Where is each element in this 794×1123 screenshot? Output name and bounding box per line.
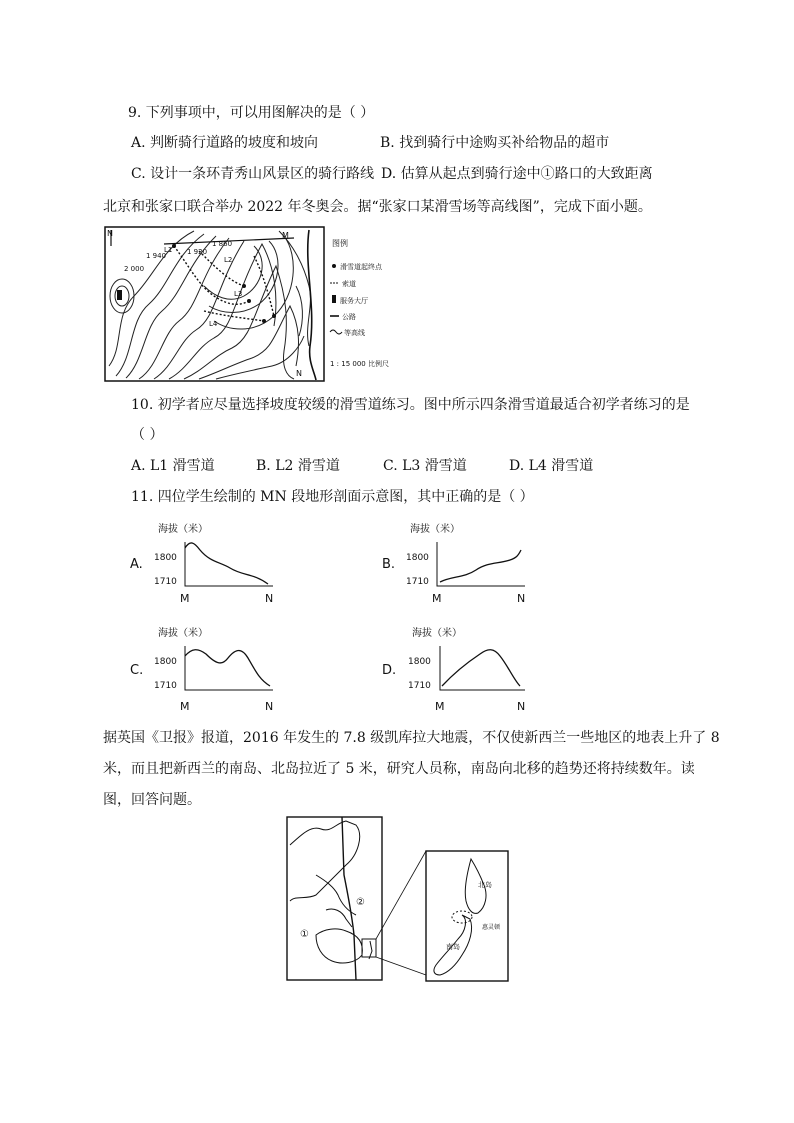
map-legend: [330, 238, 389, 368]
profile-a-tick-1800: 1800: [154, 553, 177, 563]
q9-option-a: A. 判断骑行道路的坡度和坡向: [131, 135, 319, 151]
profile-b-ylabel: 海拔（米）: [410, 524, 460, 535]
profile-a-tick-1710: 1710: [154, 577, 177, 587]
profile-d-ylabel: 海拔（米）: [412, 628, 462, 639]
intro-text: 北京和张家口联合举办 2022 年冬奥会。据“张家口某滑雪场等高线图”，完成下面小题。: [103, 199, 652, 215]
region-1-label: ①: [300, 929, 309, 940]
q9-option-b: B. 找到骑行中途购买补给物品的超市: [380, 135, 610, 151]
q10-option-a: A. L1 滑雪道: [131, 458, 215, 474]
contour-label-2000: 2 000: [124, 265, 145, 273]
profile-a-n: N: [265, 592, 274, 605]
profile-d-letter: D.: [382, 663, 397, 678]
profile-b-letter: B.: [382, 557, 396, 572]
legend-item-cableway: 索道: [342, 280, 356, 288]
profile-b-n: N: [517, 592, 526, 605]
profile-d-tick-1800: 1800: [408, 657, 431, 667]
legend-item-endpoint: 滑雪道起终点: [340, 263, 382, 271]
profile-c-curve: [185, 650, 270, 686]
world-map-frame: [287, 817, 382, 980]
profile-a-m: M: [180, 592, 190, 605]
profile-c-ylabel: 海拔（米）: [158, 628, 208, 639]
profile-b-tick-1710: 1710: [406, 577, 429, 587]
q9-option-d: D. 估算从起点到骑行途中①路口的大致距离: [381, 166, 653, 182]
new-zealand-map-figure: [286, 815, 510, 983]
q9-stem: 9. 下列事项中，可以用图解决的是（ ）: [128, 105, 375, 121]
legend-item-service-hall: 服务大厅: [340, 297, 368, 305]
q10-option-c: C. L3 滑雪道: [383, 458, 467, 474]
profile-b-curve: [440, 550, 521, 582]
slope-label-l1: L1: [164, 246, 173, 254]
profile-b-tick-1800: 1800: [406, 553, 429, 563]
north-island-label: 北岛: [478, 881, 492, 889]
legend-item-road: 公路: [342, 313, 356, 321]
q10-bracket: （ ）: [131, 427, 164, 443]
passage-line-3: 图，回答问题。: [103, 792, 201, 808]
region-2-label: ②: [356, 897, 365, 908]
q10-stem: 10. 初学者应尽量选择坡度较缓的滑雪道练习。图中所示四条滑雪道最适合初学者练习的是: [131, 397, 690, 413]
contour-label-1860: 1 860: [212, 240, 233, 248]
legend-scale: 1 : 15 000 比例尺: [330, 360, 389, 368]
profile-a-ylabel: 海拔（米）: [158, 524, 208, 535]
profile-a-letter: A.: [130, 557, 143, 572]
slope-label-l3: L3: [234, 290, 243, 298]
contour-label-1920: 1 920: [187, 248, 208, 256]
contour-map-figure: [104, 226, 404, 382]
point-n-label: N: [296, 369, 302, 378]
profile-d-tick-1710: 1710: [408, 681, 431, 691]
q9-option-c: C. 设计一条环青秀山风景区的骑行路线: [131, 166, 375, 182]
legend-title: 图例: [332, 239, 348, 248]
point-m-label: M: [282, 231, 289, 240]
profile-a: [128, 518, 288, 606]
south-island-label: 南岛: [446, 943, 460, 951]
profile-c: [128, 622, 288, 714]
service-hall-icon: [117, 290, 122, 300]
profile-a-curve: [185, 543, 268, 584]
profile-c-tick-1800: 1800: [154, 657, 177, 667]
profile-b: [380, 518, 540, 606]
wellington-label: 惠灵顿: [482, 924, 501, 931]
profile-d-curve: [442, 650, 520, 686]
q10-option-d: D. L4 滑雪道: [509, 458, 594, 474]
passage-line-2: 米，而且把新西兰的南岛、北岛拉近了 5 米，研究人员称，南岛向北移的趋势还将持续数年。读: [103, 761, 695, 777]
profile-c-m: M: [180, 700, 190, 713]
profile-d-m: M: [435, 700, 445, 713]
profile-c-letter: C.: [130, 663, 144, 678]
contour-label-1940: 1 940: [146, 252, 167, 260]
profile-d: [380, 622, 540, 714]
legend-item-contour: 等高线: [344, 329, 365, 337]
svg-text:N: N: [107, 229, 113, 238]
profile-c-tick-1710: 1710: [154, 681, 177, 691]
profile-d-n: N: [517, 700, 526, 713]
passage-line-1: 据英国《卫报》报道，2016 年发生的 7.8 级凯库拉大地震，不仅使新西兰一些地区的地表上升了 8: [103, 730, 720, 746]
slope-label-l2: L2: [224, 256, 233, 264]
q11-stem: 11. 四位学生绘制的 MN 段地形剖面示意图，其中正确的是（ ）: [131, 489, 534, 505]
profile-b-m: M: [432, 592, 442, 605]
profile-c-n: N: [265, 700, 274, 713]
q10-option-b: B. L2 滑雪道: [256, 458, 340, 474]
slope-label-l4: L4: [209, 320, 218, 328]
